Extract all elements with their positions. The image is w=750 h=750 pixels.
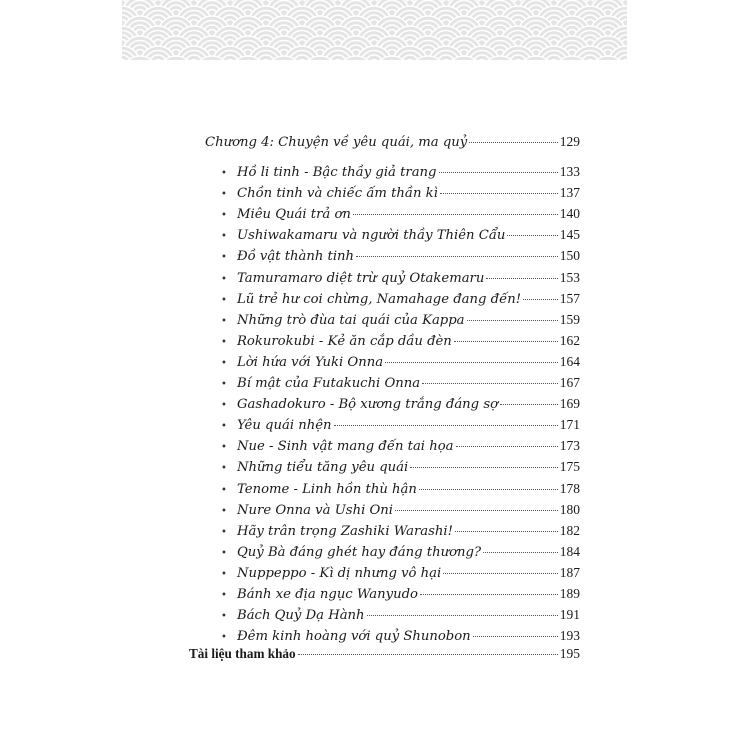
bullet-icon: • [221,273,227,285]
toc-entry[interactable] [221,523,580,539]
chapter-title: Chương 4: Chuyện về yêu quái, ma quỷ [205,135,468,150]
bullet-icon: • [221,231,227,243]
entry-page-number: 169 [559,396,580,412]
dot-leader [395,510,558,511]
references-title: Tài liệu tham khảo [189,646,296,661]
entry-title: Hồ li tinh - Bậc thầy giả trang [237,165,437,180]
bullet-icon: • [221,400,227,412]
entry-page-number: 191 [559,607,580,623]
chapter-page-number: 129 [559,134,580,149]
toc-entry[interactable] [221,164,580,180]
toc-entry[interactable] [221,607,580,623]
toc-entry[interactable] [221,248,580,264]
entry-page-number: 175 [559,459,580,475]
entry-title: Tenome - Linh hồn thù hận [237,481,417,497]
toc-entry[interactable] [221,565,580,581]
dot-leader [298,654,558,655]
bullet-icon: • [221,611,227,623]
toc-entry[interactable] [221,206,580,222]
entry-title: Hãy trân trọng Zashiki Warashi! [237,523,453,539]
entry-title: Rokurokubi - Kẻ ăn cắp dầu đèn [237,333,452,349]
toc-entry[interactable] [221,459,580,475]
entry-title: Bí mật của Futakuchi Onna [237,376,421,391]
entry-page-number: 140 [559,206,580,222]
toc-entry[interactable] [221,417,580,433]
entry-page-number: 182 [559,522,580,538]
dot-leader [356,256,558,257]
bullet-icon: • [221,505,227,517]
book-page [122,0,627,750]
bullet-icon: • [221,547,227,559]
entry-page-number: 133 [559,164,580,179]
bullet-icon: • [221,336,227,348]
entry-title: Ushiwakamaru và người thầy Thiên Cẩu [237,228,506,244]
entry-title: Bánh xe địa ngục Wanyudo [237,587,418,602]
entry-title: Lời hứa với Yuki Onna [237,354,384,370]
dot-leader [454,341,558,342]
dot-leader [443,573,557,574]
entry-page-number: 153 [559,269,580,285]
entry-title: Nue - Sinh vật mang đến tai họa [237,439,454,455]
dot-leader [422,383,558,384]
toc-entry[interactable] [221,481,580,497]
bullet-icon: • [221,463,227,475]
bullet-icon: • [221,294,227,306]
entry-page-number: 162 [559,332,580,348]
entry-title: Tamuramaro diệt trừ quỷ Otakemaru [237,270,485,286]
dot-leader [483,552,558,553]
entry-page-number: 150 [559,248,580,264]
bullet-icon: • [221,590,227,601]
toc-entry[interactable] [221,333,580,349]
entry-page-number: 187 [559,564,580,580]
bullet-icon: • [221,421,227,433]
entry-title: Lũ trẻ hư coi chừng, Namahage đang đến! [237,291,521,307]
dot-leader [469,142,558,143]
entry-page-number: 145 [559,227,580,243]
entry-title: Bách Quỷ Dạ Hành [237,608,365,624]
dot-leader [440,193,558,194]
dot-leader [367,615,558,616]
entry-title: Những trò đùa tai quái của Kappa [237,312,465,328]
entry-page-number: 157 [559,290,580,306]
dot-leader [467,320,558,321]
dot-leader [334,425,558,426]
entry-title: Miêu Quái trả ơn [237,207,351,223]
dot-leader [410,467,558,468]
entry-page-number: 171 [559,417,580,433]
bullet-icon: • [221,315,227,327]
entry-title: Yêu quái nhện [237,418,332,434]
dot-leader [500,404,558,405]
entry-page-number: 164 [559,353,580,369]
dot-leader [439,172,558,173]
dot-leader [385,362,558,363]
bullet-icon: • [221,357,227,369]
bullet-icon: • [221,568,227,580]
references-page-number: 195 [559,646,580,661]
toc-entry[interactable] [221,375,580,391]
entry-title: Quỷ Bà đáng ghét hay đáng thương? [237,544,482,560]
toc-entry[interactable] [221,628,580,644]
toc-entry[interactable] [221,502,580,518]
entry-page-number: 137 [559,185,580,201]
dot-leader [456,446,558,447]
entry-page-number: 193 [559,628,580,644]
bullet-icon: • [221,189,227,201]
toc-entry[interactable] [221,312,580,328]
toc-entry[interactable] [221,438,580,454]
dot-leader [455,531,558,532]
entry-page-number: 189 [559,586,580,601]
references-entry[interactable] [189,646,580,662]
toc-entry[interactable] [221,185,580,201]
entry-page-number: 159 [559,311,580,327]
entry-title: Nuppeppo - Kì dị nhưng vô hại [237,565,442,581]
toc-entry[interactable] [221,270,580,286]
bullet-icon: • [221,252,227,264]
dot-leader [523,299,558,300]
entry-title: Nure Onna và Ushi Oni [237,502,393,518]
toc-entry[interactable] [221,227,580,243]
dot-leader [486,278,557,279]
entry-title: Chồn tinh và chiếc ấm thần kì [237,186,438,202]
bullet-icon: • [221,210,227,222]
dot-leader [507,235,557,236]
toc-entry[interactable] [221,291,580,307]
toc-entry[interactable] [221,544,580,560]
wave-pattern-icon [122,0,627,60]
entry-title: Gashadokuro - Bộ xương trắng đáng sợ [237,397,499,413]
toc-entry[interactable] [221,586,580,602]
toc-entry[interactable] [221,354,580,370]
dot-leader [420,594,558,595]
bullet-icon: • [221,168,227,179]
entry-page-number: 173 [559,438,580,454]
entry-page-number: 180 [559,501,580,517]
seigaiha-wave-header [122,0,627,60]
dot-leader [353,214,558,215]
entry-title: Đêm kinh hoàng với quỷ Shunobon [237,629,471,645]
entry-page-number: 178 [559,480,580,496]
dot-leader [473,636,558,637]
entry-page-number: 184 [559,543,580,559]
bullet-icon: • [221,442,227,454]
bullet-icon: • [221,484,227,496]
bullet-icon: • [221,632,227,644]
toc-entry[interactable] [221,396,580,412]
bullet-icon: • [221,526,227,538]
chapter-4-entry[interactable] [205,134,580,150]
bullet-icon: • [221,379,227,390]
entry-title: Những tiểu tăng yêu quái [237,460,409,476]
entry-title: Đồ vật thành tinh [237,249,355,265]
entry-page-number: 167 [559,375,580,390]
dot-leader [419,489,558,490]
